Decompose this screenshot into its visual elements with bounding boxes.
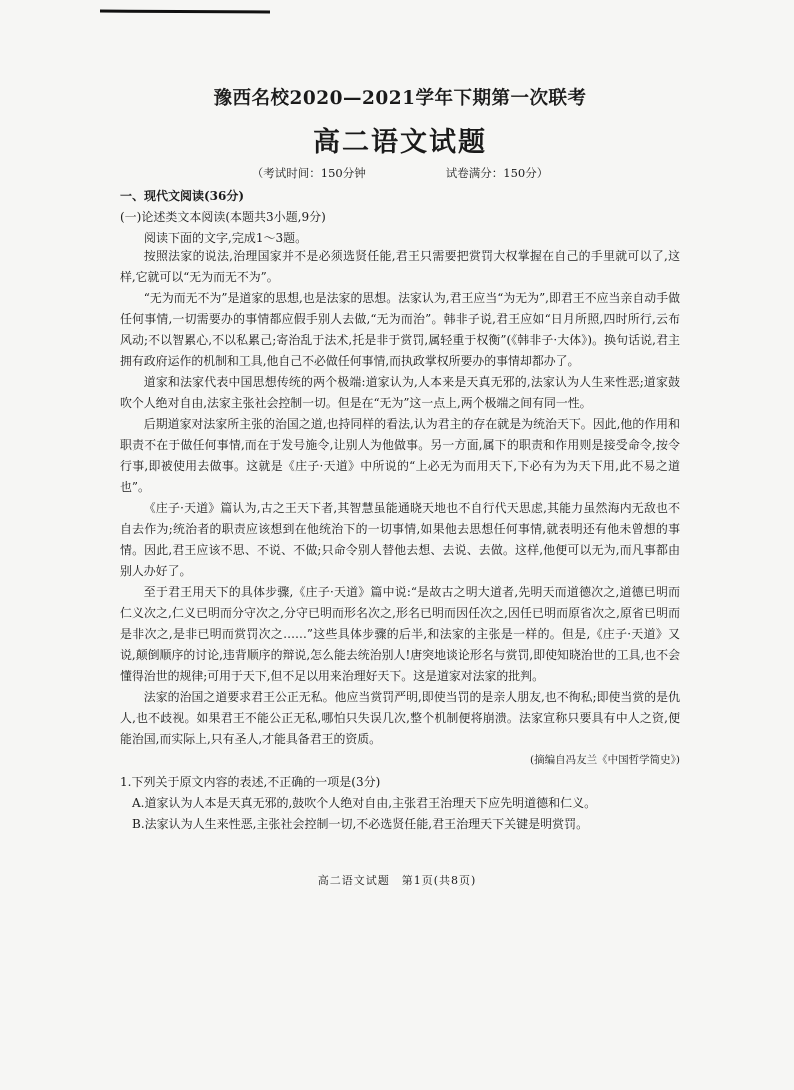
school-header: 豫西名校2020—2021学年下期第一次联考 [213, 88, 587, 109]
passage-paragraph: 法家的治国之道要求君王公正无私。他应当赏罚严明,即使当罚的是亲人朋友,也不徇私;即使当赏的是仇人,也不歧视。如果君王不能公正无私,哪怕只失误几次,整个机制便将崩溃。法家宣称只要具有中人之资,便能治国,而实际上,只有圣人,才能具备君王的资质。 [120, 690, 680, 746]
passage-paragraph: 至于君王用天下的具体步骤,《庄子·天道》篇中说:“是故古之明大道者,先明天而道德次之,道德已明而仁义次之,仁义已明而分守次之,分守已明而形名次之,形名已明而因任次之,因任已明而原省次之,原省已明而是非次之,是非已明而赏罚次之……”这些具体步骤的后半,和法家的主张是一样的。但是,《庄子·天道》又说,颠倒顺序的讨论,违背顺序的辩说,怎么能去统治别人!唐突地谈论形名与赏罚,即使知晓治世的工具,也不会懂得治世的规律;可用于天下,但不足以用来治理好天下。这是道家对法家的批判。 [120, 585, 680, 683]
question-1-option-b: B.法家认为人生来性恶,主张社会控制一切,不必选贤任能,君王治理天下关键是明赏罚。 [132, 817, 589, 831]
passage [120, 246, 680, 750]
passage-paragraph: “无为而无不为”是道家的思想,也是法家的思想。法家认为,君王应当“为无为”,即君王不应当亲自动手做任何事情,一切需要办的事情都应假手别人去做,“无为而治”。韩非子说,君王应如“日月所照,四时所行,云布风动;不以智累心,不以私累己;寄治乱于法术,托是非于赏罚,属轻重于权衡”(《韩非子·大体》)。换句话说,君主拥有政府运作的机制和工具,他自己不必做任何事情,而执政掌权所要办的事情却都办了。 [120, 291, 680, 368]
question-1-stem: 1.下列关于原文内容的表述,不正确的一项是(3分) [120, 775, 381, 789]
exam-time: （考试时间：150分钟 [251, 166, 366, 180]
exam-meta [120, 165, 680, 181]
passage-paragraph: 道家和法家代表中国思想传统的两个极端:道家认为,人本来是天真无邪的,法家认为人生来性恶;道家鼓吹个人绝对自由,法家主张社会控制一切。但是在“无为”这一点上,两个极端之间有同一性。 [120, 375, 680, 410]
section-title: 一、现代文阅读(36分) [120, 189, 245, 203]
question-1-option-a: A.道家认为人本是天真无邪的,鼓吹个人绝对自由,主张君王治理天下应先明道德和仁义。 [132, 796, 597, 810]
passage-paragraph: 按照法家的说法,治理国家并不是必须选贤任能,君王只需要把赏罚大权掌握在自己的手里就可以了,这样,它就可以“无为而无不为”。 [120, 249, 680, 284]
exam-page [120, 84, 680, 832]
passage-paragraph: 《庄子·天道》篇认为,古之王天下者,其智慧虽能通晓天地也不自行代天思虑,其能力虽然海内无敌也不自去作为;统治者的职责应该想到在他统治下的一切事情,如果他去思想任何事情,就表明还有他未曾想的事情。因此,君王应该不思、不说、不做;只命令别人替他去想、去说、去做。这样,他便可以无为,而凡事都由别人办好了。 [120, 501, 680, 578]
reading-instruction: 阅读下面的文字,完成1～3题。 [144, 231, 308, 245]
subsection-title: (一)论述类文本阅读(本题共3小题,9分) [120, 210, 326, 224]
top-rule [100, 10, 270, 14]
exam-score: 试卷满分：150分） [445, 166, 549, 180]
page-footer: 高二语文试题 第1页(共8页) [317, 874, 477, 887]
passage-source: (摘编自冯友兰《中国哲学简史》) [530, 754, 680, 766]
passage-paragraph: 后期道家对法家所主张的治国之道,也持同样的看法,认为君主的存在就是为统治天下。因此,他的作用和职责不在于做任何事情,而在于发号施令,让别人为他做事。另一方面,属下的职责和作用则是接受命令,按令行事,即被使用去做事。这就是《庄子·天道》中所说的“上必无为而用天下,下必有为为天下用,此不易之道也”。 [120, 417, 680, 494]
exam-title: 高二语文试题 [313, 127, 487, 158]
